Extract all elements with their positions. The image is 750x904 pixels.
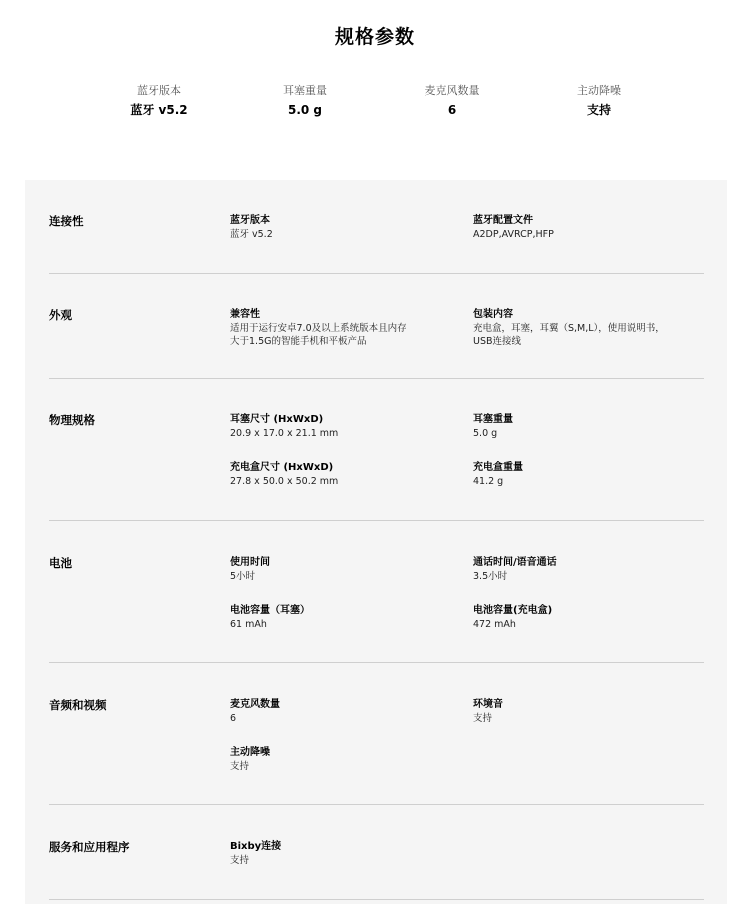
highlight-value: 支持 bbox=[586, 103, 611, 117]
spec-item bbox=[230, 461, 460, 488]
spec-label: 耳塞尺寸 (HxWxD) bbox=[230, 414, 324, 425]
spec-label: 包装内容 bbox=[473, 309, 513, 320]
spec-value: 61 mAh bbox=[230, 619, 267, 630]
spec-label: 蓝牙版本 bbox=[230, 215, 270, 226]
spec-value: 27.8 x 50.0 x 50.2 mm bbox=[230, 476, 339, 487]
spec-item bbox=[230, 556, 460, 583]
highlight-value: 6 bbox=[447, 103, 457, 117]
spec-item bbox=[473, 698, 703, 725]
spec-item bbox=[473, 308, 703, 348]
highlight-label: 耳塞重量 bbox=[283, 84, 327, 97]
spec-value: 41.2 g bbox=[473, 476, 504, 487]
highlight-bluetooth-version bbox=[79, 84, 239, 117]
spec-label: 兼容性 bbox=[230, 309, 260, 320]
spec-table bbox=[25, 180, 727, 904]
spec-value: 支持 bbox=[230, 761, 250, 772]
spec-label: Bixby连接 bbox=[230, 841, 282, 852]
spec-value: 5小时 bbox=[230, 571, 256, 582]
spec-label: 电池容量（耳塞） bbox=[230, 605, 310, 616]
spec-item bbox=[230, 308, 465, 348]
spec-highlights bbox=[0, 84, 750, 124]
spec-value: 472 mAh bbox=[473, 619, 516, 630]
spec-label: 环境音 bbox=[473, 699, 503, 710]
spec-label: 充电盒尺寸 (HxWxD) bbox=[230, 462, 334, 473]
section-title: 服务和应用程序 bbox=[49, 840, 130, 854]
spec-value: 3.5小时 bbox=[473, 571, 508, 582]
spec-item bbox=[230, 413, 460, 440]
highlight-value: 5.0 g bbox=[287, 103, 323, 117]
spec-label: 主动降噪 bbox=[230, 747, 270, 758]
section-title: 音频和视频 bbox=[49, 698, 107, 712]
section-divider bbox=[49, 520, 704, 521]
spec-label: 通话时间/语音通话 bbox=[473, 557, 557, 568]
spec-item bbox=[230, 746, 460, 773]
spec-value: 支持 bbox=[473, 713, 493, 724]
section-divider bbox=[49, 378, 704, 379]
spec-item bbox=[473, 556, 703, 583]
spec-label: 使用时间 bbox=[230, 557, 270, 568]
section-title: 外观 bbox=[49, 308, 72, 322]
section-title: 物理规格 bbox=[49, 413, 95, 427]
spec-value: 5.0 g bbox=[473, 428, 498, 439]
spec-value: 20.9 x 17.0 x 21.1 mm bbox=[230, 428, 339, 439]
page-title: 规格参数 bbox=[334, 26, 415, 48]
highlight-earbud-weight bbox=[225, 84, 385, 117]
spec-item bbox=[230, 698, 460, 725]
highlight-microphone-count bbox=[372, 84, 532, 117]
section-title: 电池 bbox=[49, 556, 72, 570]
spec-value: 蓝牙 v5.2 bbox=[230, 229, 273, 240]
spec-value: 充电盒，耳塞，耳翼（S,M,L），使用说明书， USB连接线 bbox=[473, 323, 665, 347]
spec-item bbox=[473, 214, 703, 241]
highlight-anc bbox=[519, 84, 679, 117]
section-divider bbox=[49, 899, 704, 900]
spec-item bbox=[473, 413, 703, 440]
spec-label: 耳塞重量 bbox=[473, 414, 513, 425]
section-divider bbox=[49, 662, 704, 663]
spec-item bbox=[473, 604, 703, 631]
spec-value: A2DP,AVRCP,HFP bbox=[473, 229, 554, 240]
spec-label: 麦克风数量 bbox=[230, 699, 280, 710]
spec-item bbox=[230, 604, 460, 631]
spec-label: 蓝牙配置文件 bbox=[473, 215, 533, 226]
section-title: 连接性 bbox=[49, 214, 84, 228]
section-divider bbox=[49, 804, 704, 805]
spec-value: 支持 bbox=[230, 855, 250, 866]
spec-item bbox=[230, 214, 460, 241]
highlight-label: 蓝牙版本 bbox=[137, 84, 181, 97]
spec-item bbox=[473, 461, 703, 488]
highlight-value: 蓝牙 v5.2 bbox=[130, 103, 188, 117]
highlight-label: 主动降噪 bbox=[577, 84, 621, 97]
spec-item bbox=[230, 840, 460, 867]
section-divider bbox=[49, 273, 704, 274]
spec-value: 适用于运行安卓7.0及以上系统版本且内存 大于1.5G的智能手机和平板产品 bbox=[230, 323, 407, 347]
highlight-label: 麦克风数量 bbox=[424, 84, 480, 97]
spec-label: 充电盒重量 bbox=[473, 462, 523, 473]
spec-value: 6 bbox=[230, 713, 237, 724]
spec-label: 电池容量(充电盒) bbox=[473, 605, 553, 616]
